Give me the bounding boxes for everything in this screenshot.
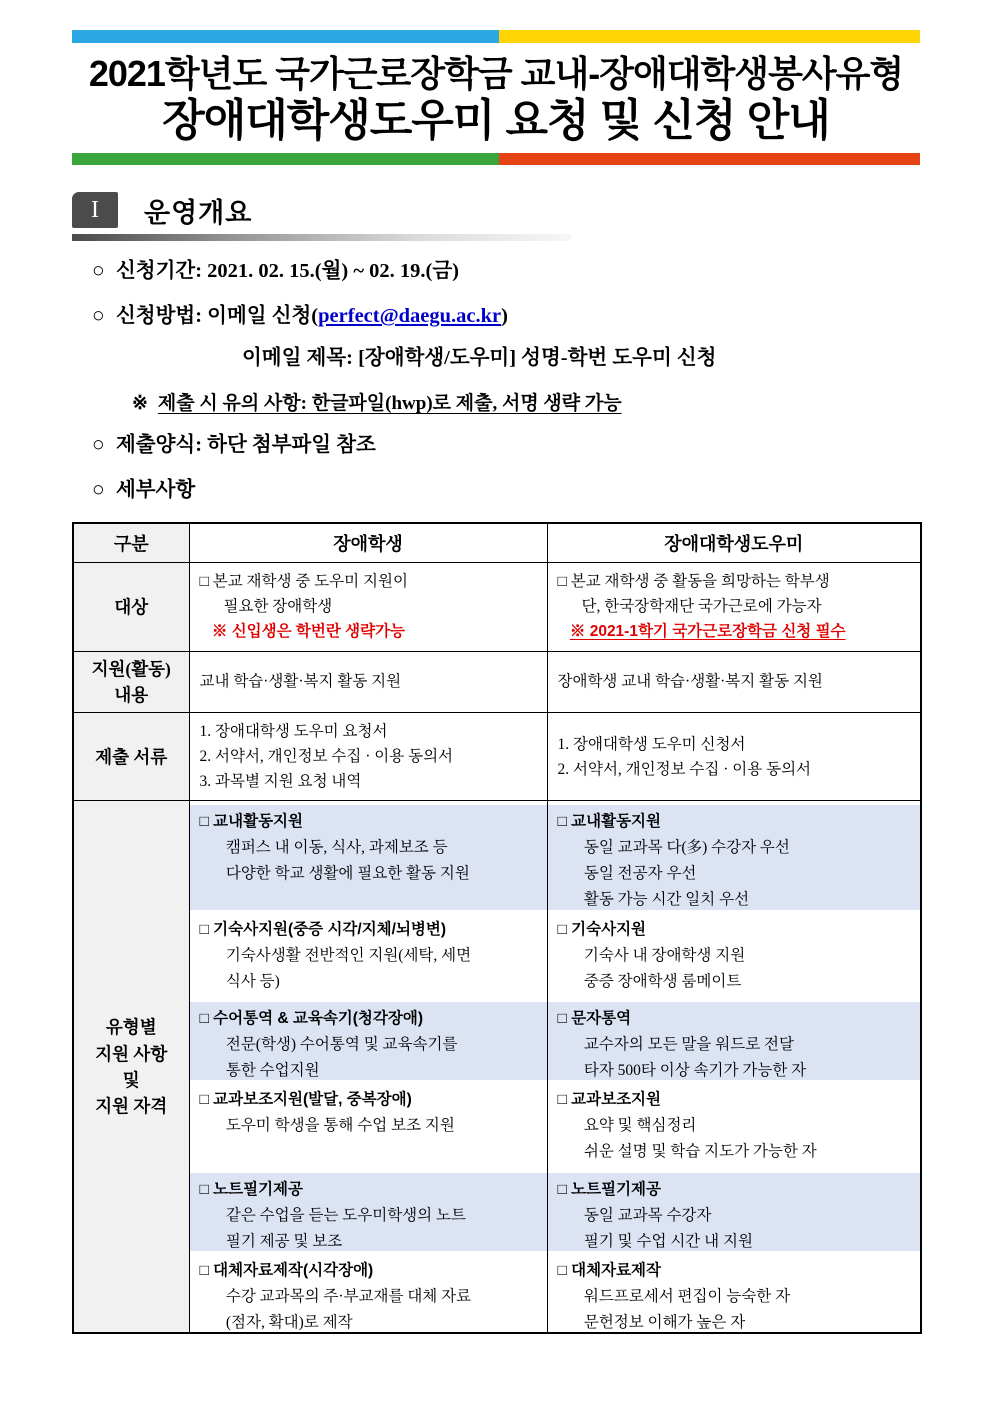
circle-bullet-icon: ○ xyxy=(92,257,105,282)
label-line: 지원 사항 xyxy=(95,1043,168,1064)
overview-list xyxy=(72,255,920,507)
email-subject-line: 이메일 제목: [장애학생/도우미] 성명-학번 도우미 신청 xyxy=(242,347,717,370)
form-text: 제출양식: 하단 첨부파일 참조 xyxy=(116,433,376,456)
type-block-material-student: □ 대체자료제작(시각장애) 수강 교과목의 주·부교재를 대체 자료 (점자, 확대)로 제작 xyxy=(199,1262,472,1331)
overview-item-form xyxy=(72,429,920,461)
header-cell-helper: 장애대학생도우미 xyxy=(547,523,921,563)
overview-item-method xyxy=(72,300,920,332)
red-note-underlined: ※ 2021-1학기 국가근로장학금 신청 필수 xyxy=(569,623,846,641)
cell-line: 단, 한국장학재단 국가근로에 가능자 xyxy=(581,598,822,616)
document-title xyxy=(72,51,920,147)
type-block-dorm-student: □ 기숙사지원(중증 시각/지체/뇌병변) 기숙사생활 전반적인 지원(세탁, 세면 식사 등) xyxy=(199,921,472,990)
email-link[interactable]: perfect@daegu.ac.kr xyxy=(318,305,502,328)
types-student-column xyxy=(190,801,548,1332)
target-student-cell xyxy=(189,563,547,651)
section-gradient-rule xyxy=(72,234,572,241)
method-text xyxy=(116,302,508,332)
target-helper-cell xyxy=(547,563,921,651)
section-numeral-box: I xyxy=(72,192,118,228)
type-block-note-student: □ 노트필기제공 같은 수업을 듣는 도우미학생의 노트 필기 제공 및 보조 xyxy=(190,1169,547,1254)
documents-helper-cell xyxy=(547,713,921,801)
circle-bullet-icon: ○ xyxy=(92,303,105,328)
type-block-class-student: □ 교과보조지원(발달, 중복장애) 도우미 학생을 통해 수업 보조 지원 xyxy=(199,1091,455,1135)
type-block-class-helper: □ 교과보조지원 요약 및 핵심정리 쉬운 설명 및 학습 지도가 가능한 자 xyxy=(557,1091,817,1160)
table-row-types xyxy=(73,801,921,1334)
type-block-dorm-helper: □ 기숙사지원 기숙사 내 장애학생 지원 중증 장애학생 룸메이트 xyxy=(557,921,746,990)
overview-item-period xyxy=(72,255,920,287)
support-table xyxy=(72,522,922,1334)
cell-line: 2. 서약서, 개인정보 수집 · 이용 동의서 xyxy=(199,748,454,766)
circle-bullet-icon: ○ xyxy=(92,431,105,456)
section-header xyxy=(72,191,920,241)
label-line: 유형별 xyxy=(105,1017,157,1038)
cell-line: 3. 과목별 지원 요청 내역 xyxy=(199,773,362,791)
top-bar-blue-segment xyxy=(72,30,499,43)
label-line: 지원 자격 xyxy=(95,1096,168,1117)
red-note: ※ 신입생은 학번란 생략가능 xyxy=(211,623,406,641)
row-label-types xyxy=(73,801,189,1334)
type-block-note-helper: □ 노트필기제공 동일 교과목 수강자 필기 및 수업 시간 내 지원 xyxy=(548,1169,921,1254)
method-prefix: 신청방법: 이메일 신청( xyxy=(116,305,319,328)
cell-line: □ 본교 재학생 중 도우미 지원이 xyxy=(199,573,408,591)
support-student-cell: 교내 학습·생활·복지 활동 지원 xyxy=(189,651,547,713)
underline-bar-red-segment xyxy=(499,153,920,165)
top-bar-yellow-segment xyxy=(499,30,920,43)
type-block-campus-helper: □ 교내활동지원 동일 교과목 다(多) 수강자 우선 동일 전공자 우선 활동 가능 시간 일치 우선 xyxy=(548,801,921,913)
caution-text: 제출 시 유의 사항: 한글파일(hwp)로 제출, 서명 생략 가능 xyxy=(157,392,622,414)
section-title: 운영개요 xyxy=(144,197,253,228)
method-suffix: ) xyxy=(501,305,508,328)
caution-line xyxy=(132,388,920,415)
type-block-campus-student: □ 교내활동지원 캠퍼스 내 이동, 식사, 과제보조 등 다양한 학교 생활에 필요한 활동 지원 xyxy=(190,801,547,913)
cell-line: □ 본교 재학생 중 활동을 희망하는 학부생 xyxy=(557,573,830,591)
type-block-text-interpret-helper: □ 문자통역 교수자의 모든 말을 워드로 전달 타자 500타 이상 속기가 가능한 자 xyxy=(548,998,921,1083)
title-line-2: 장애대학생도우미 요청 및 신청 안내 xyxy=(162,96,830,145)
table-row-documents xyxy=(73,713,921,801)
period-text: 신청기간: 2021. 02. 15.(월) ~ 02. 19.(금) xyxy=(116,259,459,282)
type-block-sign-student: □ 수어통역 & 교육속기(청각장애) 전문(학생) 수어통역 및 교육속기를 통한 수업지원 xyxy=(190,998,547,1083)
table-row-target xyxy=(73,563,921,651)
header-cell-category: 구분 xyxy=(73,523,189,563)
row-label-documents: 제출 서류 xyxy=(73,713,189,801)
types-helper-column xyxy=(548,801,921,1332)
table-header-row xyxy=(73,523,921,563)
label-line: 내용 xyxy=(114,684,149,705)
cell-line: 1. 장애대학생 도우미 요청서 xyxy=(199,723,388,741)
header-cell-student: 장애학생 xyxy=(189,523,547,563)
overview-item-detail xyxy=(72,474,920,506)
detail-text: 세부사항 xyxy=(116,479,196,502)
types-detail-cell xyxy=(189,801,921,1334)
row-label-target: 대상 xyxy=(73,563,189,651)
top-accent-bar xyxy=(72,30,920,43)
cell-line: 1. 장애대학생 도우미 신청서 xyxy=(557,735,746,753)
documents-student-cell xyxy=(189,713,547,801)
title-line-1: 2021학년도 국가근로장학금 교내-장애대학생봉사유형 xyxy=(88,53,904,94)
title-underline-bar xyxy=(72,153,920,165)
reference-mark-icon: ※ xyxy=(132,392,148,414)
support-helper-cell: 장애학생 교내 학습·생활·복지 활동 지원 xyxy=(547,651,921,713)
cell-line: 2. 서약서, 개인정보 수집 · 이용 동의서 xyxy=(557,760,812,778)
label-line: 및 xyxy=(122,1069,140,1090)
row-label-support xyxy=(73,651,189,713)
circle-bullet-icon: ○ xyxy=(92,477,105,502)
label-line: 지원(활동) xyxy=(91,658,171,679)
type-block-material-helper: □ 대체자료제작 워드프로세서 편집이 능숙한 자 문헌정보 이해가 높은 자 xyxy=(557,1262,791,1331)
underline-bar-green-segment xyxy=(72,153,499,165)
cell-line: 필요한 장애학생 xyxy=(223,598,333,616)
table-row-support-content xyxy=(73,651,921,713)
